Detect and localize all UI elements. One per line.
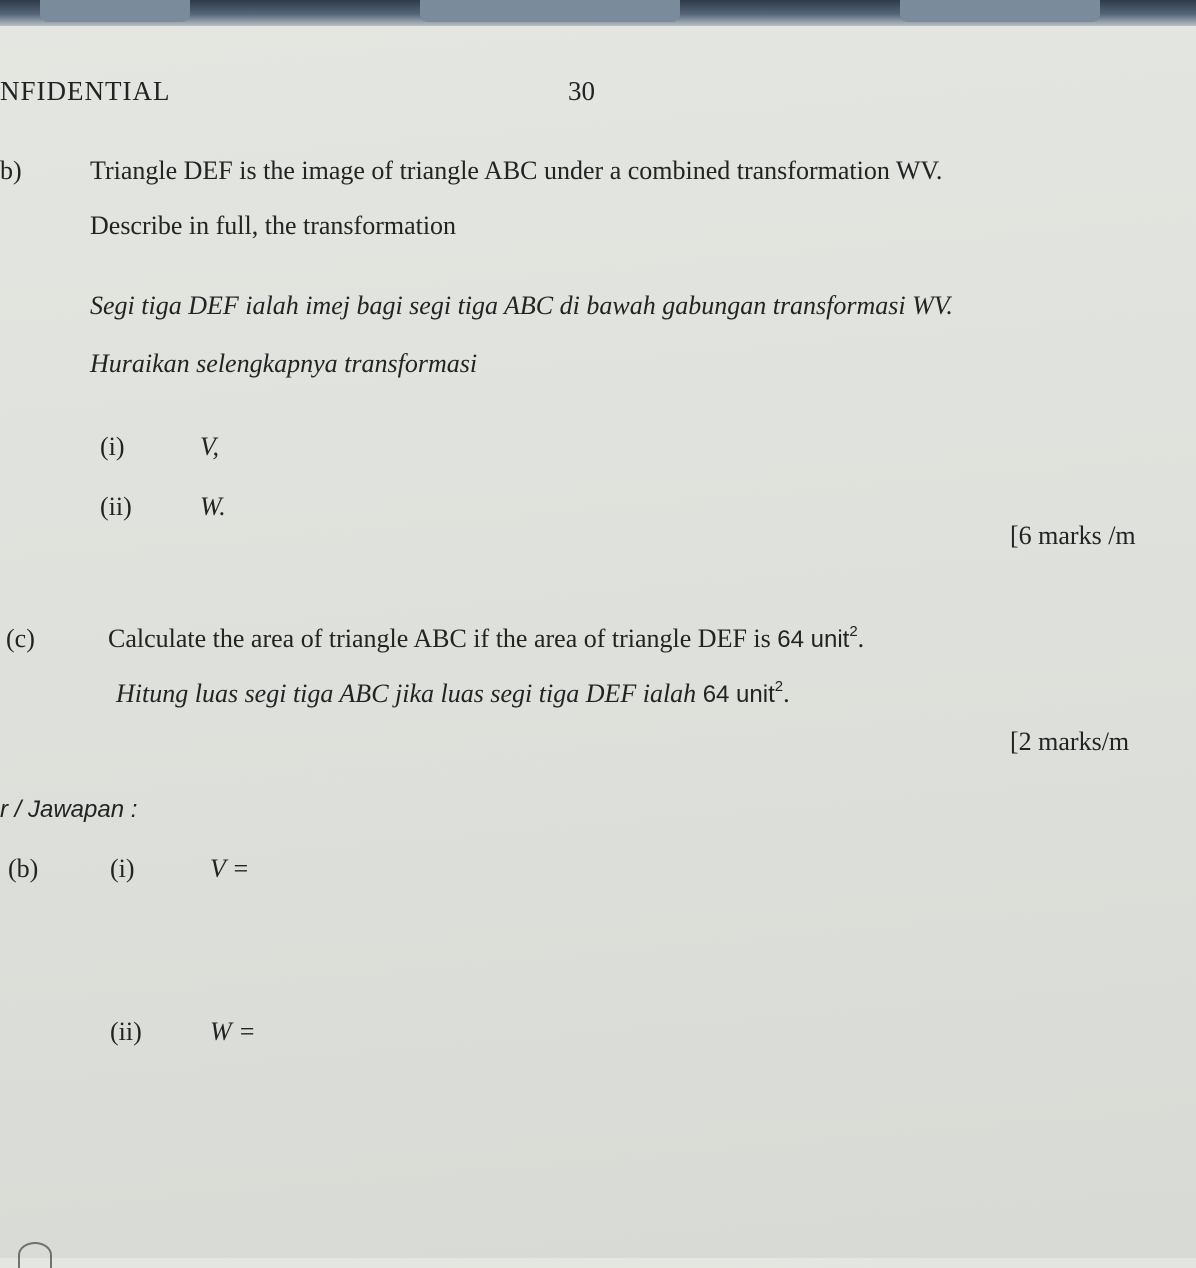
confidential-header: NFIDENTIAL xyxy=(0,76,171,106)
part-c-question-en xyxy=(108,624,864,655)
part-b-item-i-text: V, xyxy=(200,432,220,461)
part-c-ms-period: . xyxy=(783,679,790,708)
part-c-marks: [2 marks/m xyxy=(1010,727,1130,756)
answer-v-expression: V = xyxy=(210,854,250,883)
part-b-item-ii-text: W. xyxy=(200,492,226,521)
part-b-question-en-line1: Triangle DEF is the image of triangle ABC under a combined transformation WV. xyxy=(90,156,943,185)
part-b-label: b) xyxy=(0,156,22,185)
part-b-item-i-label: (i) xyxy=(100,432,125,461)
part-b-item-ii-label: (ii) xyxy=(100,492,132,521)
part-b-question-en-line2: Describe in full, the transformation xyxy=(90,211,457,240)
part-b-question-ms-line1: Segi tiga DEF ialah imej bagi segi tiga ABC di bawah gabungan transformasi WV. xyxy=(90,291,953,320)
part-b-question-ms-line2: Huraikan selengkapnya transformasi xyxy=(90,349,478,378)
answer-i-label: (i) xyxy=(110,854,135,883)
answer-ii-label: (ii) xyxy=(110,1017,142,1046)
part-c-area-value-en: 64 unit xyxy=(777,626,850,653)
cut-off-glyph xyxy=(18,1242,52,1268)
answer-heading: r / Jawapan : xyxy=(0,796,138,823)
part-c-label: (c) xyxy=(6,624,35,653)
part-c-question-ms-text: Hitung luas segi tiga ABC jika luas segi tiga DEF ialah xyxy=(116,679,697,708)
part-c-question-en-text: Calculate the area of triangle ABC if the area of triangle DEF is xyxy=(108,624,771,653)
part-c-question-ms xyxy=(116,679,790,710)
part-c-area-exponent-en: 2 xyxy=(849,623,858,640)
top-binding-band xyxy=(0,0,1196,26)
answer-w-expression: W = xyxy=(210,1017,256,1046)
part-c-area-value-ms: 64 unit xyxy=(702,681,775,708)
part-c-en-period: . xyxy=(857,624,865,653)
part-c-area-exponent-ms: 2 xyxy=(774,678,784,695)
part-b-marks: [6 marks /m xyxy=(1010,521,1136,550)
answer-b-label: (b) xyxy=(8,854,39,883)
page-number: 30 xyxy=(568,76,595,106)
